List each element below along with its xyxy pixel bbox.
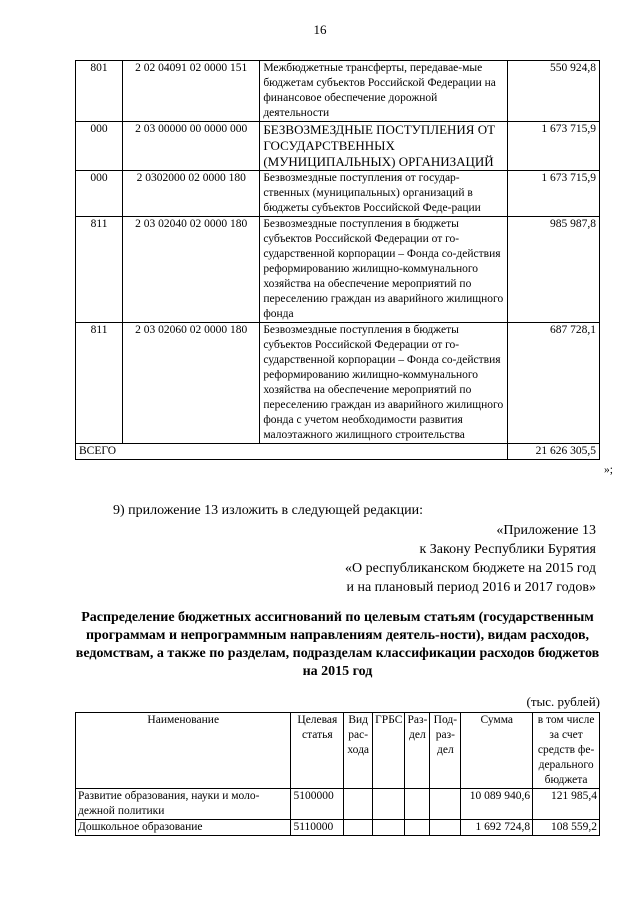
page-number: 16 <box>313 22 327 37</box>
table-row <box>76 171 600 217</box>
table-row <box>76 122 600 171</box>
revenue-name: Безвозмездные поступления в бюджеты субъектов Российской Федерации от го-сударственной корпорации – Фонда со-действия реформированию жилищно-коммунального хозяйства на обеспечение мероприятий по переселению граждан из аварийного жилищного фонда <box>260 217 507 323</box>
admin-code: 000 <box>76 171 123 217</box>
row-sum: 1 692 724,8 <box>461 820 533 836</box>
table-row <box>76 820 600 836</box>
epigraph-line: и на плановый период 2016 и 2017 годов» <box>346 580 596 595</box>
row-grbs <box>373 820 405 836</box>
admin-code: 811 <box>76 323 123 444</box>
revenue-name: Безвозмездные поступления от государ-ственных (муниципальных) организаций в бюджеты субъектов Российской Феде-рации <box>260 171 507 217</box>
header-expense-type: Вид рас-хода <box>344 713 373 789</box>
budget-code: 2 0302000 02 0000 180 <box>123 171 260 217</box>
row-section <box>405 789 430 820</box>
budget-code: 2 03 02060 02 0000 180 <box>123 323 260 444</box>
table-row <box>76 61 600 122</box>
header-subsection: Под-раз-дел <box>430 713 461 789</box>
row-target-article: 5100000 <box>291 789 344 820</box>
revenue-name: Межбюджетные трансферты, передавае-мые бюджетам субъектов Российской Федерации на финансовое обеспечение дорожной деятельности <box>260 61 507 122</box>
budget-code: 2 03 00000 00 0000 000 <box>123 122 260 171</box>
header-target-article: Целевая статья <box>291 713 344 789</box>
revenue-sum: 985 987,8 <box>507 217 599 323</box>
epigraph-line: «Приложение 13 <box>496 523 596 538</box>
table-row <box>76 217 600 323</box>
epigraph-line: к Закону Республики Бурятия <box>419 542 596 557</box>
row-name: Развитие образования, науки и моло-дежной политики <box>76 789 291 820</box>
table-closing-quote: »; <box>604 464 613 476</box>
row-target-article: 5110000 <box>291 820 344 836</box>
revenue-name: Безвозмездные поступления в бюджеты субъектов Российской Федерации от го-сударственной корпорации – Фонда со-действия реформированию жилищно-коммунального хозяйства на обеспечение мероприятий по переселению граждан из аварийного жилищного фонда с учетом необходимости развития малоэтажного жилищного строительства <box>260 323 507 444</box>
row-subsection <box>430 820 461 836</box>
budget-code: 2 02 04091 02 0000 151 <box>123 61 260 122</box>
total-label: ВСЕГО <box>76 444 508 460</box>
section-title: Распределение бюджетных ассигнований по целевым статьям (государственным программам и непрограммным направлениям деятель-ности), видам расходов, ведомствам, а также по разделам, подразделам классификации расходов бюджетов на 2015 год <box>75 610 600 679</box>
admin-code: 000 <box>76 122 123 171</box>
revenue-table <box>75 60 600 460</box>
allocation-table <box>75 712 600 836</box>
epigraph-line: «О республиканском бюджете на 2015 год <box>345 561 596 576</box>
header-federal: в том числе за счет средств фе-дерального бюджета <box>533 713 600 789</box>
table-header-row <box>76 713 600 789</box>
row-federal: 108 559,2 <box>533 820 600 836</box>
row-expense-type <box>344 820 373 836</box>
header-grbs: ГРБС <box>373 713 405 789</box>
revenue-sum: 550 924,8 <box>507 61 599 122</box>
row-sum: 10 089 940,6 <box>461 789 533 820</box>
row-expense-type <box>344 789 373 820</box>
amendment-paragraph: 9) приложение 13 изложить в следующей редакции: <box>113 503 423 518</box>
revenue-sum: 1 673 715,9 <box>507 171 599 217</box>
units-label: (тыс. рублей) <box>526 694 600 709</box>
row-subsection <box>430 789 461 820</box>
admin-code: 811 <box>76 217 123 323</box>
total-row <box>76 444 600 460</box>
budget-code: 2 03 02040 02 0000 180 <box>123 217 260 323</box>
table-row <box>76 789 600 820</box>
row-section <box>405 820 430 836</box>
revenue-sum: 687 728,1 <box>507 323 599 444</box>
header-section: Раз-дел <box>405 713 430 789</box>
header-sum: Сумма <box>461 713 533 789</box>
row-name: Дошкольное образование <box>76 820 291 836</box>
total-sum: 21 626 305,5 <box>507 444 599 460</box>
admin-code: 801 <box>76 61 123 122</box>
header-name: Наименование <box>76 713 291 789</box>
revenue-sum: 1 673 715,9 <box>507 122 599 171</box>
revenue-name: БЕЗВОЗМЕЗДНЫЕ ПОСТУПЛЕНИЯ ОТ ГОСУДАРСТВЕННЫХ (МУНИЦИПАЛЬНЫХ) ОРГАНИЗАЦИЙ <box>260 122 507 171</box>
appendix-epigraph <box>345 521 596 597</box>
table-row <box>76 323 600 444</box>
row-grbs <box>373 789 405 820</box>
row-federal: 121 985,4 <box>533 789 600 820</box>
